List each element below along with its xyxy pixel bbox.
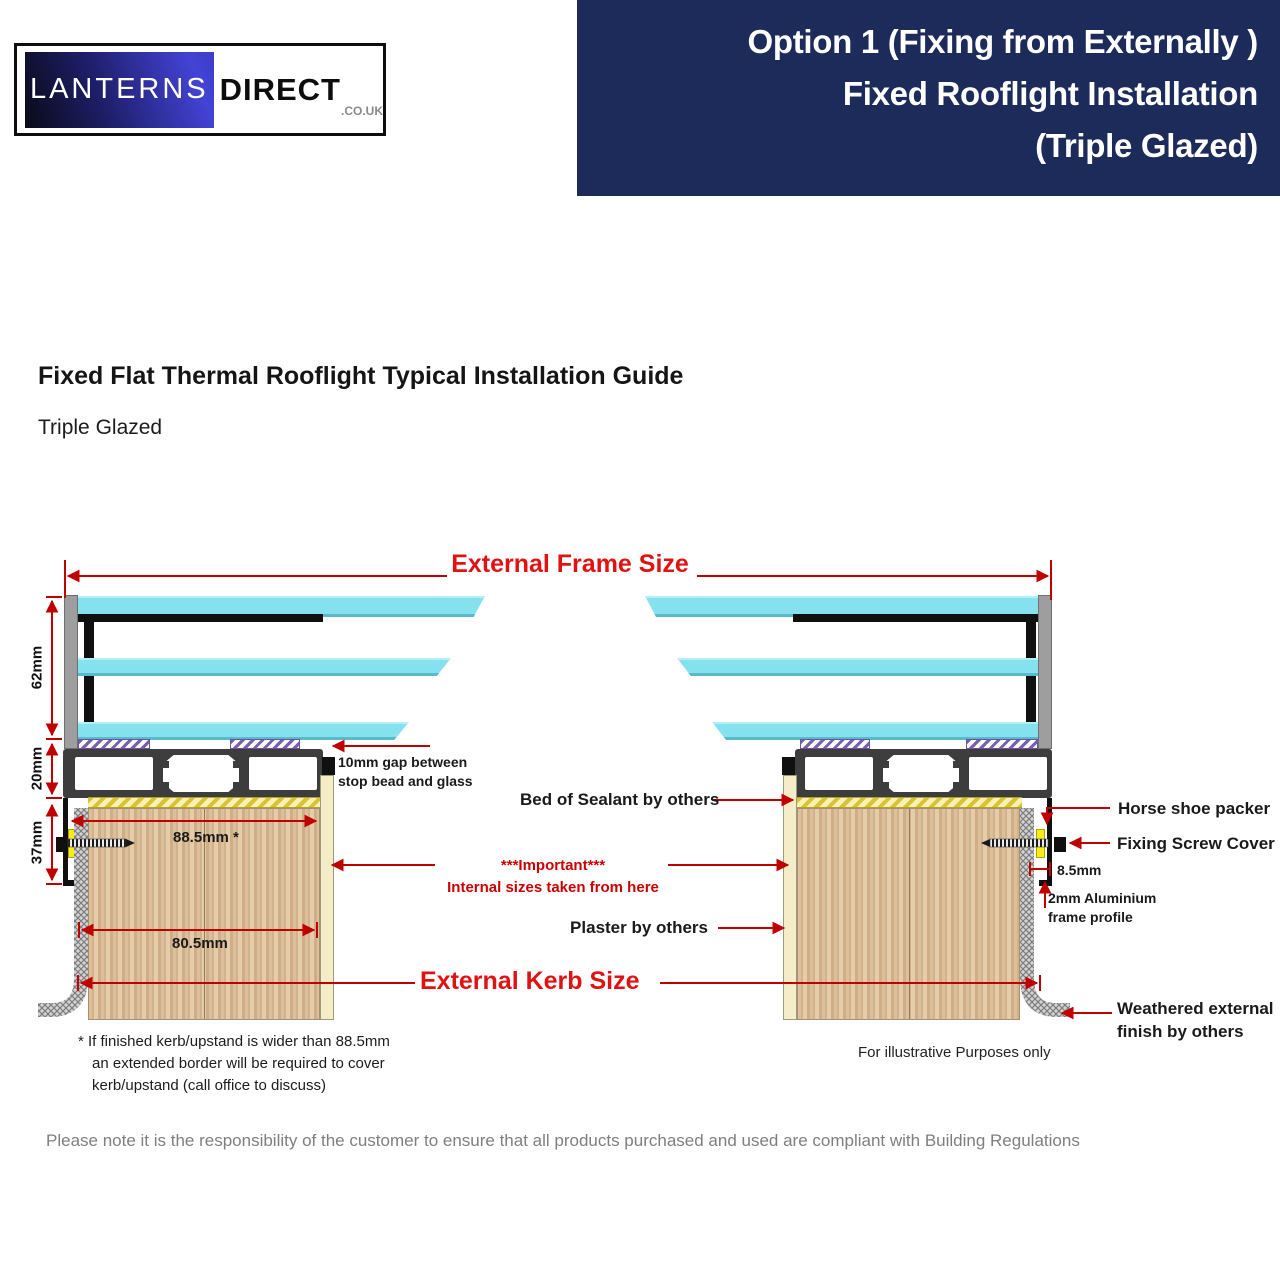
logo-brand-primary: LANTERNS [29,73,209,105]
weathered-finish-label-line-2: finish by others [1117,1022,1244,1041]
horseshoe-packer-right [1036,829,1045,858]
important-label-line-2: Internal sizes taken from here [447,879,659,896]
aluminium-leg-foot-left [63,880,76,886]
fixing-screw-cover-right [1054,837,1066,852]
dim-62mm-label: 62mm [28,645,46,690]
gasket-left-inner [230,739,300,749]
page-subtitle: Triple Glazed [38,416,163,439]
page-title: Fixed Flat Thermal Rooflight Typical Installation Guide [38,362,684,390]
fixing-screw-cover-left [56,837,68,852]
external-frame-size-label: External Frame Size [451,550,689,578]
sealant-bed-left [88,797,320,808]
weathered-finish-label [1117,997,1274,1043]
kerb-footnote [78,1031,390,1097]
sealant-label: Bed of Sealant by others [520,790,720,809]
kerb-footnote-line-1: * If finished kerb/upstand is wider than 88.5mm [78,1033,390,1050]
header-line-3: (Triple Glazed) [1035,127,1258,164]
plaster-label: Plaster by others [570,918,708,937]
fixing-screw-cover-label: Fixing Screw Cover [1117,834,1275,853]
stop-bead-right [782,757,795,775]
kerb-upstand-right [797,808,1020,1020]
aluminium-profile-label-line-2: frame profile [1048,909,1133,925]
frame-upstand-left [64,595,78,749]
aluminium-profile-label [1048,889,1156,927]
gap-note-line-1: 10mm gap between [338,754,468,770]
compliance-note: Please note it is the responsibility of the customer to ensure that all products purchased and used are compliant with Building Regulations [46,1131,1080,1150]
glass-pane-middle-left [78,658,451,676]
logo-gradient-panel [25,52,214,128]
logo-brand-tld: .CO.UK [341,104,383,118]
dim-20mm-label: 20mm [28,746,46,791]
horseshoe-packer-label: Horse shoe packer [1118,799,1271,818]
glass-pane-inner-left [78,722,409,740]
header-line-1: Option 1 (Fixing from Externally ) [747,23,1258,60]
dim-88-5mm-label: 88.5mm * [173,829,239,846]
header-line-2: Fixed Rooflight Installation [842,75,1258,112]
internal-liner-right [783,775,797,1020]
internal-liner-left [320,775,334,1020]
horseshoe-packer-left [68,829,76,858]
kerb-footnote-line-3: kerb/upstand (call office to discuss) [92,1077,327,1094]
gap-note-line-2: stop bead and glass [338,773,473,789]
illustrative-note: For illustrative Purposes only [858,1044,1051,1061]
dim-8-5mm-label: 8.5mm [1057,862,1102,878]
kerb-footnote-line-2: an extended border will be required to cover [92,1055,385,1072]
dim-37mm-label: 37mm [28,820,46,865]
weathered-finish-label-line-1: Weathered external [1117,999,1274,1018]
glass-pane-middle-right [677,658,1040,676]
stop-bead-left [322,757,335,775]
glazing-spacer-top-left [78,614,323,622]
frame-upstand-right [1038,595,1052,749]
gap-note [338,753,473,791]
logo-brand-secondary: DIRECT [219,71,341,107]
gasket-right-inner [800,739,870,749]
aluminium-profile-label-line-1: 2mm Aluminium [1048,890,1157,906]
gasket-left-outer [78,739,150,749]
dim-80-5mm-label: 80.5mm [172,935,228,952]
important-label-line-1: ***Important*** [500,857,606,874]
sealant-bed-right [797,797,1022,808]
aluminium-profile-right [795,749,1052,798]
header-banner [577,0,1280,196]
aluminium-profile-left [63,749,323,798]
aluminium-leg-foot-right [1039,880,1052,886]
company-logo [14,43,386,136]
aluminium-leg-right [1047,798,1052,885]
gasket-right-outer [966,739,1038,749]
glazing-spacer-top-right [793,614,1038,622]
external-kerb-size-label: External Kerb Size [420,967,640,995]
glass-pane-inner-right [712,722,1040,740]
